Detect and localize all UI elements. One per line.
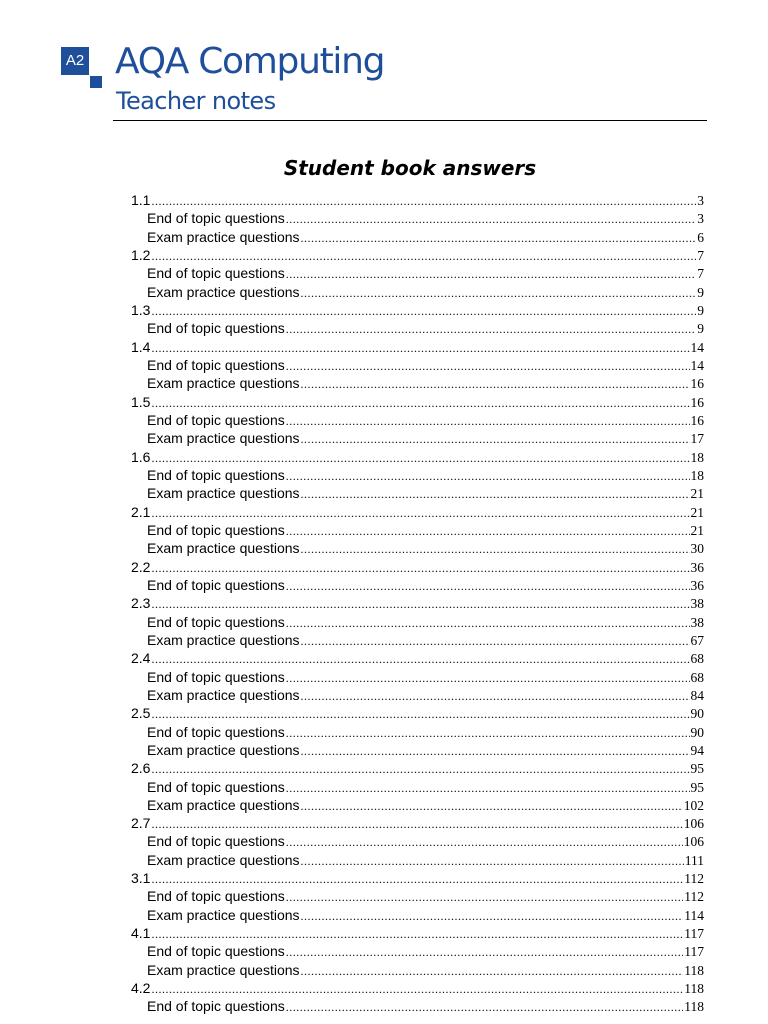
toc-dot-leader [301, 852, 684, 870]
toc-dot-leader [301, 375, 690, 393]
toc-entry-label: 2.2 [131, 558, 151, 575]
toc-section-entry[interactable] [131, 246, 704, 264]
toc-entry-label: Exam practice questions [147, 631, 300, 648]
toc-subsection-entry[interactable] [131, 942, 704, 960]
toc-dot-leader [151, 302, 696, 320]
toc-dot-leader [151, 760, 689, 778]
toc-entry-label: End of topic questions [147, 320, 285, 337]
toc-page-number: 118 [684, 981, 704, 997]
toc-subsection-entry[interactable] [131, 319, 704, 337]
toc-dot-leader [301, 742, 690, 760]
toc-page-number: 95 [690, 779, 704, 795]
table-of-contents [131, 191, 704, 1016]
toc-entry-label: End of topic questions [147, 613, 285, 630]
toc-page-number: 17 [690, 431, 704, 447]
toc-section-entry[interactable] [131, 924, 704, 942]
toc-entry-label: Exam practice questions [147, 540, 300, 557]
toc-entry-label: End of topic questions [147, 668, 285, 685]
toc-dot-leader [301, 540, 690, 558]
toc-page-number: 16 [690, 376, 704, 392]
toc-page-number: 9 [697, 321, 704, 337]
toc-entry-label: 2.4 [131, 650, 151, 667]
toc-subsection-entry[interactable] [131, 832, 704, 850]
toc-subsection-entry[interactable] [131, 264, 704, 282]
toc-dot-leader [151, 247, 696, 265]
toc-page-number: 112 [684, 871, 704, 887]
toc-section-entry[interactable] [131, 338, 704, 356]
toc-page-number: 3 [697, 211, 704, 227]
toc-dot-leader [301, 229, 697, 247]
toc-page-number: 38 [690, 614, 704, 630]
toc-dot-leader [286, 614, 690, 632]
toc-dot-leader [286, 412, 690, 430]
toc-page-number: 106 [683, 834, 704, 850]
toc-page-number: 7 [697, 247, 704, 263]
toc-dot-leader [286, 779, 690, 797]
toc-page-number: 68 [690, 651, 704, 667]
toc-subsection-entry[interactable] [131, 741, 704, 759]
toc-page-number: 36 [690, 577, 704, 593]
toc-page-number: 95 [690, 761, 704, 777]
toc-entry-label: Exam practice questions [147, 906, 300, 923]
toc-entry-label: End of topic questions [147, 265, 285, 282]
toc-entry-label: End of topic questions [147, 943, 285, 960]
toc-subsection-entry[interactable] [131, 686, 704, 704]
toc-subsection-entry[interactable] [131, 906, 704, 924]
toc-dot-leader [286, 357, 690, 375]
toc-page-number: 106 [683, 816, 704, 832]
toc-entry-label: 1.6 [131, 448, 151, 465]
toc-entry-label: 2.1 [131, 503, 151, 520]
toc-dot-leader [301, 797, 683, 815]
toc-page-number: 21 [690, 486, 704, 502]
toc-entry-label: End of topic questions [147, 888, 285, 905]
toc-section-entry[interactable] [131, 814, 704, 832]
toc-subsection-entry[interactable] [131, 466, 704, 484]
toc-entry-label: 2.7 [131, 815, 151, 832]
toc-dot-leader [151, 980, 683, 998]
toc-page-number: 7 [697, 266, 704, 282]
toc-page-number: 18 [690, 449, 704, 465]
toc-subsection-entry[interactable] [131, 997, 704, 1015]
toc-dot-leader [151, 339, 689, 357]
toc-dot-leader [286, 522, 690, 540]
toc-page-number: 112 [684, 889, 704, 905]
toc-page-number: 9 [697, 284, 704, 300]
toc-page-number: 3 [697, 193, 704, 208]
toc-entry-label: Exam practice questions [147, 228, 300, 245]
toc-page-number: 117 [684, 926, 704, 942]
page-title: Student book answers [283, 156, 537, 180]
toc-dot-leader [286, 998, 683, 1016]
toc-page-number: 102 [683, 797, 704, 813]
toc-dot-leader [286, 577, 690, 595]
toc-dot-leader [286, 320, 696, 338]
toc-subsection-entry[interactable] [131, 484, 704, 502]
toc-entry-label: End of topic questions [147, 833, 285, 850]
toc-entry-label: 2.6 [131, 760, 151, 777]
toc-section-entry[interactable] [131, 393, 704, 411]
toc-dot-leader [151, 394, 689, 412]
toc-entry-label: Exam practice questions [147, 851, 300, 868]
toc-page-number: 9 [697, 302, 704, 318]
toc-entry-label: End of topic questions [147, 576, 285, 593]
toc-dot-leader [151, 559, 689, 577]
toc-page-number: 18 [690, 467, 704, 483]
toc-page-number: 16 [690, 412, 704, 428]
toc-page-number: 111 [684, 852, 704, 868]
toc-dot-leader [151, 192, 696, 210]
toc-section-entry[interactable] [131, 191, 704, 209]
toc-dot-leader [301, 632, 690, 650]
toc-subsection-entry[interactable] [131, 796, 704, 814]
toc-page-number: 84 [690, 687, 704, 703]
toc-page-number: 118 [684, 999, 704, 1015]
logo-square-accent [90, 76, 102, 88]
toc-section-entry[interactable] [131, 594, 704, 612]
toc-page-number: 94 [690, 742, 704, 758]
toc-page-number: 118 [684, 962, 704, 978]
toc-dot-leader [301, 962, 684, 980]
toc-entry-label: Exam practice questions [147, 741, 300, 758]
toc-subsection-entry[interactable] [131, 374, 704, 392]
toc-section-entry[interactable] [131, 649, 704, 667]
toc-entry-label: Exam practice questions [147, 796, 300, 813]
toc-dot-leader [286, 724, 690, 742]
toc-page-number: 114 [684, 907, 704, 923]
toc-dot-leader [151, 925, 683, 943]
toc-dot-leader [151, 650, 689, 668]
toc-dot-leader [151, 449, 689, 467]
toc-subsection-entry[interactable] [131, 961, 704, 979]
toc-entry-label: End of topic questions [147, 521, 285, 538]
toc-entry-label: Exam practice questions [147, 375, 300, 392]
toc-entry-label: Exam practice questions [147, 485, 300, 502]
toc-section-entry[interactable] [131, 558, 704, 576]
toc-entry-label: End of topic questions [147, 466, 285, 483]
logo-badge: A2 [61, 47, 89, 75]
toc-section-entry[interactable] [131, 759, 704, 777]
toc-entry-label: 1.2 [131, 246, 151, 263]
toc-subsection-entry[interactable] [131, 228, 704, 246]
toc-dot-leader [286, 833, 683, 851]
toc-dot-leader [301, 485, 690, 503]
toc-entry-label: Exam practice questions [147, 430, 300, 447]
toc-dot-leader [151, 705, 689, 723]
toc-page-number: 21 [690, 504, 704, 520]
toc-entry-label: End of topic questions [147, 723, 285, 740]
toc-entry-label: 1.1 [131, 192, 151, 208]
toc-subsection-entry[interactable] [131, 429, 704, 447]
toc-dot-leader [286, 943, 683, 961]
toc-entry-label: End of topic questions [147, 778, 285, 795]
brand-name: AQA Computing [115, 41, 385, 82]
header-rule [113, 120, 707, 121]
toc-subsection-entry[interactable] [131, 521, 704, 539]
toc-section-entry[interactable] [131, 869, 704, 887]
toc-page-number: 16 [690, 394, 704, 410]
toc-dot-leader [151, 504, 689, 522]
toc-subsection-entry[interactable] [131, 613, 704, 631]
toc-entry-label: Exam practice questions [147, 961, 300, 978]
toc-dot-leader [301, 907, 684, 925]
toc-entry-label: 1.3 [131, 301, 151, 318]
toc-page-number: 117 [684, 944, 704, 960]
toc-dot-leader [286, 888, 683, 906]
toc-dot-leader [151, 815, 682, 833]
toc-dot-leader [286, 669, 690, 687]
toc-subsection-entry[interactable] [131, 283, 704, 301]
toc-entry-label: 2.5 [131, 705, 151, 722]
toc-dot-leader [286, 467, 690, 485]
toc-subsection-entry[interactable] [131, 668, 704, 686]
toc-page-number: 6 [697, 229, 704, 245]
toc-subsection-entry[interactable] [131, 887, 704, 905]
toc-dot-leader [286, 265, 696, 283]
toc-page-number: 67 [690, 632, 704, 648]
toc-entry-label: Exam practice questions [147, 686, 300, 703]
toc-entry-label: 4.2 [131, 980, 151, 997]
toc-entry-label: End of topic questions [147, 998, 285, 1015]
toc-entry-label: 2.3 [131, 595, 151, 612]
toc-section-entry[interactable] [131, 448, 704, 466]
toc-section-entry[interactable] [131, 704, 704, 722]
toc-entry-label: 1.5 [131, 393, 151, 410]
toc-page-number: 68 [690, 669, 704, 685]
toc-entry-label: End of topic questions [147, 210, 285, 227]
toc-dot-leader [301, 284, 697, 302]
toc-subsection-entry[interactable] [131, 723, 704, 741]
toc-dot-leader [151, 870, 683, 888]
toc-entry-label: End of topic questions [147, 356, 285, 373]
toc-subsection-entry[interactable] [131, 631, 704, 649]
toc-entry-label: 1.4 [131, 338, 151, 355]
toc-entry-label: End of topic questions [147, 411, 285, 428]
toc-dot-leader [286, 210, 696, 228]
toc-page-number: 21 [690, 522, 704, 538]
toc-page-number: 36 [690, 559, 704, 575]
toc-subsection-entry[interactable] [131, 539, 704, 557]
toc-page-number: 14 [690, 357, 704, 373]
toc-entry-label: 3.1 [131, 870, 151, 887]
toc-section-entry[interactable] [131, 503, 704, 521]
toc-page-number: 14 [690, 339, 704, 355]
toc-subsection-entry[interactable] [131, 411, 704, 429]
toc-page-number: 90 [690, 724, 704, 740]
toc-section-entry[interactable] [131, 301, 704, 319]
toc-page-number: 38 [690, 596, 704, 612]
toc-dot-leader [151, 595, 689, 613]
header-subtitle: Teacher notes [116, 87, 276, 115]
toc-subsection-entry[interactable] [131, 576, 704, 594]
toc-entry-label: Exam practice questions [147, 283, 300, 300]
toc-dot-leader [301, 430, 690, 448]
toc-subsection-entry[interactable] [131, 209, 704, 227]
toc-dot-leader [301, 687, 690, 705]
toc-subsection-entry[interactable] [131, 356, 704, 374]
toc-section-entry[interactable] [131, 979, 704, 997]
toc-subsection-entry[interactable] [131, 851, 704, 869]
toc-subsection-entry[interactable] [131, 778, 704, 796]
toc-page-number: 30 [690, 541, 704, 557]
toc-page-number: 90 [690, 706, 704, 722]
toc-entry-label: 4.1 [131, 925, 151, 942]
